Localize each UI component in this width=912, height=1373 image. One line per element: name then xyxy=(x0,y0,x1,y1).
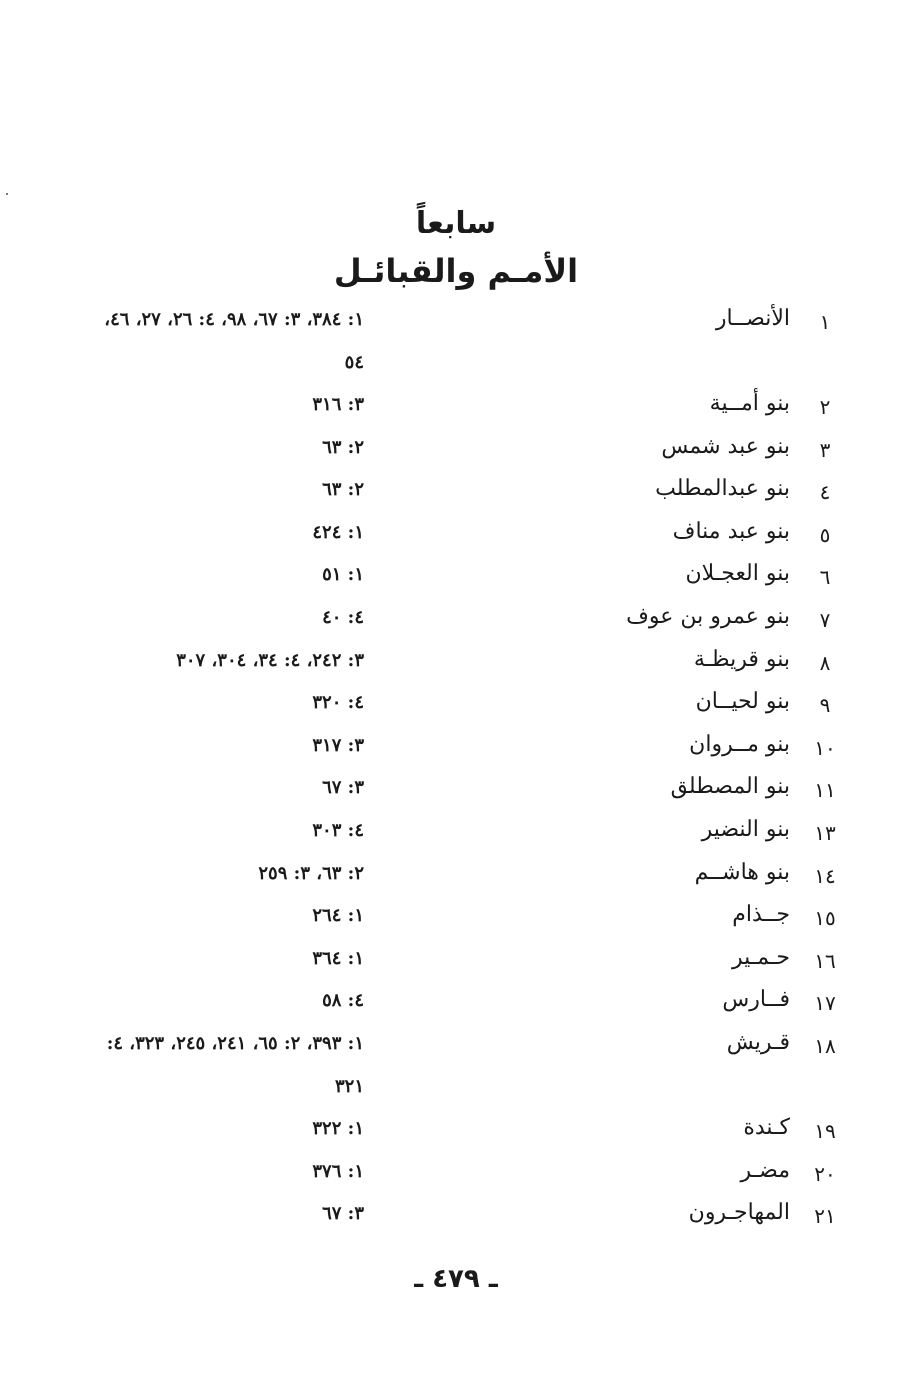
index-entry xyxy=(0,937,912,980)
entry-references: ٣: ٣١٦ xyxy=(312,394,364,415)
entry-number: ٢٠ xyxy=(814,1161,836,1186)
index-entry xyxy=(0,852,912,895)
index-entry xyxy=(0,1107,912,1150)
entry-number: ٢ xyxy=(819,395,831,419)
entry-name: بنو عمرو بن عوف xyxy=(626,603,790,629)
index-entry xyxy=(0,979,912,1022)
entry-references: ١: ٣٨٤، ٣: ٦٧، ٩٨، ٤: ٢٦، ٢٧، ٤٦، ٥٤ xyxy=(104,309,364,373)
entry-name: قـريش xyxy=(726,1029,790,1055)
page-number: ـ ٤٧٩ ـ xyxy=(414,1264,498,1294)
entry-name: بنو المصطلق xyxy=(670,774,790,800)
entry-number: ١٤ xyxy=(814,863,836,888)
entry-name: بنو لحيــان xyxy=(695,689,790,715)
entry-references: ٢: ٦٣ xyxy=(322,436,364,458)
entry-name: بنو عبدالمطلب xyxy=(655,476,790,502)
index-entry xyxy=(0,681,912,724)
index-entry xyxy=(0,1150,912,1193)
entry-number: ٢١ xyxy=(814,1204,836,1229)
index-entry xyxy=(0,298,912,383)
index-entry xyxy=(0,1022,912,1107)
section-subtitle: الأمـم والقبائـل xyxy=(333,252,579,290)
entry-number: ١ xyxy=(819,310,831,334)
entry-number: ١١ xyxy=(814,778,836,803)
entry-number: ١٣ xyxy=(814,820,836,845)
entry-name: بنو مــروان xyxy=(689,731,790,757)
tribes-index-list xyxy=(0,298,912,1235)
index-entry xyxy=(0,468,912,511)
entry-name: بنو العجـلان xyxy=(685,561,790,587)
entry-references: ٣: ٦٧ xyxy=(322,777,364,799)
entry-references: ٣: ٣١٧ xyxy=(312,734,364,756)
entry-references: ١: ٣٧٦ xyxy=(312,1160,364,1182)
entry-number: ٥ xyxy=(819,522,831,547)
entry-number: ١٦ xyxy=(814,948,836,973)
entry-number: ٤ xyxy=(819,480,831,505)
entry-number: ١٩ xyxy=(814,1118,836,1143)
entry-name: بنو عبد شمس xyxy=(661,433,790,459)
entry-references: ١: ٤٢٤ xyxy=(312,521,364,543)
entry-name: مضـر xyxy=(740,1157,790,1183)
scan-speck xyxy=(6,193,8,195)
index-entry xyxy=(0,511,912,554)
entry-number: ٣ xyxy=(819,437,831,462)
entry-name: جــذام xyxy=(732,902,790,928)
entry-name: كـندة xyxy=(743,1114,790,1140)
entry-name: بنو قريظـة xyxy=(693,646,790,672)
entry-number: ٨ xyxy=(819,650,831,675)
index-entry xyxy=(0,894,912,937)
entry-references: ٢: ٦٣، ٣: ٢٥٩ xyxy=(258,862,364,884)
entry-references: ١: ٢٦٤ xyxy=(312,905,364,927)
entry-number: ١٧ xyxy=(814,991,836,1016)
entry-name: الأنصــار xyxy=(715,306,790,331)
entry-name: المهاجـرون xyxy=(688,1200,790,1226)
entry-references: ٤: ٣٠٣ xyxy=(312,819,364,841)
entry-references: ١: ٥١ xyxy=(322,564,364,586)
entry-references: ١: ٣٦٤ xyxy=(312,947,364,969)
entry-number: ١٨ xyxy=(814,1033,836,1058)
entry-name: فــارس xyxy=(722,987,790,1013)
index-entry xyxy=(0,383,912,426)
index-entry xyxy=(0,426,912,469)
entry-name: حـمـير xyxy=(732,944,790,970)
index-entry xyxy=(0,639,912,682)
index-entry xyxy=(0,724,912,767)
index-entry xyxy=(0,553,912,596)
entry-references: ١: ٣٩٣، ٢: ٦٥، ٢٤١، ٢٤٥، ٣٢٣، ٤: ٣٢١ xyxy=(106,1032,364,1097)
entry-name: بنو أمــية xyxy=(709,391,790,416)
index-entry xyxy=(0,809,912,852)
entry-references: ١: ٣٢٢ xyxy=(312,1117,364,1139)
entry-references: ٤: ٥٨ xyxy=(322,990,364,1012)
entry-name: بنو عبد مناف xyxy=(672,518,790,544)
section-title: سابعاً xyxy=(415,206,497,241)
entry-name: بنو النضير xyxy=(701,816,790,842)
entry-references: ٢: ٦٣ xyxy=(322,479,364,501)
index-entry xyxy=(0,596,912,639)
entry-name: بنو هاشــم xyxy=(694,859,790,885)
index-entry xyxy=(0,1192,912,1235)
entry-number: ٩ xyxy=(819,693,831,718)
entry-references: ٤: ٤٠ xyxy=(322,606,364,628)
index-entry xyxy=(0,766,912,809)
entry-references: ٣: ٦٧ xyxy=(322,1203,364,1225)
entry-number: ٧ xyxy=(819,607,831,632)
entry-references: ٣: ٢٤٢، ٤: ٣٤، ٣٠٤، ٣٠٧ xyxy=(176,649,364,671)
entry-references: ٤: ٣٢٠ xyxy=(312,692,364,714)
entry-number: ١٠ xyxy=(814,735,836,760)
entry-number: ١٥ xyxy=(814,906,836,931)
entry-number: ٦ xyxy=(819,565,831,590)
